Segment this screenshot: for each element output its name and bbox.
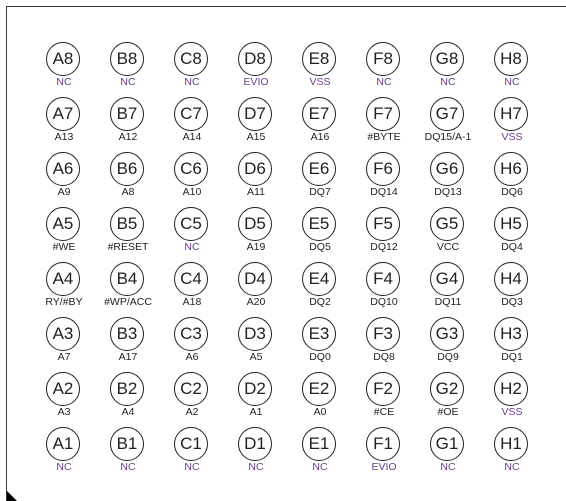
- signal-label: NC: [184, 461, 200, 473]
- ball-cell-h2: [480, 372, 544, 427]
- ball-cell-h4: [480, 262, 544, 317]
- ball-cell-e5: [288, 207, 352, 262]
- ball-label: F2: [366, 372, 400, 406]
- signal-label: VCC: [436, 241, 460, 253]
- ball-label: D7: [238, 97, 272, 131]
- ball-label: G7: [430, 97, 464, 131]
- ball-label: H8: [494, 42, 528, 76]
- ball-cell-h7: [480, 97, 544, 152]
- ball-label: H2: [494, 372, 528, 406]
- ball-cell-a5: [32, 207, 96, 262]
- ball-cell-b4: [96, 262, 160, 317]
- ball-cell-g2: [416, 372, 480, 427]
- ball-label: G3: [430, 317, 464, 351]
- signal-label: DQ3: [501, 296, 523, 308]
- ball-label: E8: [302, 42, 336, 76]
- signal-label: A15: [246, 131, 266, 143]
- signal-label: DQ8: [373, 351, 395, 363]
- ball-cell-c3: [160, 317, 224, 372]
- signal-label: A14: [182, 131, 202, 143]
- ball-cell-d4: [224, 262, 288, 317]
- signal-label: DQ13: [434, 186, 462, 198]
- signal-label: A9: [57, 186, 71, 198]
- ball-cell-c6: [160, 152, 224, 207]
- ball-cell-c1: [160, 427, 224, 482]
- ball-label: B5: [110, 207, 144, 241]
- ball-label: E1: [302, 427, 336, 461]
- ball-label: D2: [238, 372, 272, 406]
- ball-cell-a4: [32, 262, 96, 317]
- ball-label: B8: [110, 42, 144, 76]
- ball-cell-g7: [416, 97, 480, 152]
- ball-label: D6: [238, 152, 272, 186]
- signal-label: A6: [185, 351, 199, 363]
- ball-cell-f8: [352, 42, 416, 97]
- ball-cell-c4: [160, 262, 224, 317]
- signal-label: DQ11: [434, 296, 462, 308]
- signal-label: DQ5: [309, 241, 331, 253]
- ball-label: B7: [110, 97, 144, 131]
- ball-cell-b8: [96, 42, 160, 97]
- signal-label: A10: [182, 186, 202, 198]
- signal-label: NC: [56, 461, 72, 473]
- ball-label: E7: [302, 97, 336, 131]
- ball-label: E6: [302, 152, 336, 186]
- ball-cell-g5: [416, 207, 480, 262]
- signal-label: RY/#BY: [45, 296, 83, 308]
- ball-label: H5: [494, 207, 528, 241]
- signal-label: DQ1: [501, 351, 523, 363]
- signal-label: A5: [249, 351, 263, 363]
- signal-label: NC: [376, 76, 392, 88]
- ball-cell-d2: [224, 372, 288, 427]
- ball-cell-e2: [288, 372, 352, 427]
- ball-label: C2: [174, 372, 208, 406]
- ball-cell-g8: [416, 42, 480, 97]
- signal-label: #BYTE: [367, 131, 401, 143]
- ball-label: A6: [46, 152, 80, 186]
- ball-cell-d8: [224, 42, 288, 97]
- ball-grid: [32, 42, 544, 482]
- ball-cell-c7: [160, 97, 224, 152]
- ball-cell-d1: [224, 427, 288, 482]
- signal-label: DQ7: [309, 186, 331, 198]
- signal-label: A19: [246, 241, 266, 253]
- ball-cell-c8: [160, 42, 224, 97]
- ball-cell-a2: [32, 372, 96, 427]
- signal-label: DQ9: [437, 351, 459, 363]
- ball-cell-b2: [96, 372, 160, 427]
- signal-label: A1: [249, 406, 263, 418]
- signal-label: NC: [120, 461, 136, 473]
- signal-label: A18: [182, 296, 202, 308]
- ball-cell-b6: [96, 152, 160, 207]
- ball-label: H4: [494, 262, 528, 296]
- signal-label: NC: [184, 76, 200, 88]
- signal-label: A20: [246, 296, 266, 308]
- ball-label: C7: [174, 97, 208, 131]
- ball-cell-e4: [288, 262, 352, 317]
- signal-label: DQ15/A-1: [424, 131, 472, 143]
- ball-cell-h6: [480, 152, 544, 207]
- signal-label: EVIO: [371, 461, 397, 473]
- ball-cell-f1: [352, 427, 416, 482]
- ball-cell-c5: [160, 207, 224, 262]
- signal-label: VSS: [501, 406, 523, 418]
- ball-label: F5: [366, 207, 400, 241]
- ball-label: E2: [302, 372, 336, 406]
- signal-label: A11: [247, 186, 265, 198]
- signal-label: #CE: [373, 406, 395, 418]
- ball-label: F4: [366, 262, 400, 296]
- ball-label: G2: [430, 372, 464, 406]
- ball-label: B1: [110, 427, 144, 461]
- ball-label: G5: [430, 207, 464, 241]
- ball-cell-e8: [288, 42, 352, 97]
- signal-label: EVIO: [243, 76, 269, 88]
- ball-cell-f5: [352, 207, 416, 262]
- ball-label: B6: [110, 152, 144, 186]
- ball-label: H3: [494, 317, 528, 351]
- signal-label: A16: [310, 131, 330, 143]
- ball-cell-e3: [288, 317, 352, 372]
- ball-label: D4: [238, 262, 272, 296]
- ball-label: A8: [46, 42, 80, 76]
- ball-cell-d3: [224, 317, 288, 372]
- ball-cell-h1: [480, 427, 544, 482]
- ball-label: D3: [238, 317, 272, 351]
- signal-label: NC: [184, 241, 200, 253]
- ball-label: C6: [174, 152, 208, 186]
- ball-label: C4: [174, 262, 208, 296]
- ball-label: E3: [302, 317, 336, 351]
- ball-label: G6: [430, 152, 464, 186]
- ball-label: A5: [46, 207, 80, 241]
- ball-cell-a3: [32, 317, 96, 372]
- ball-label: B4: [110, 262, 144, 296]
- ball-cell-h3: [480, 317, 544, 372]
- ball-label: D5: [238, 207, 272, 241]
- signal-label: NC: [504, 76, 520, 88]
- signal-label: NC: [120, 76, 136, 88]
- ball-label: H6: [494, 152, 528, 186]
- ball-label: A7: [46, 97, 80, 131]
- ball-cell-d5: [224, 207, 288, 262]
- signal-label: A3: [57, 406, 71, 418]
- ball-cell-c2: [160, 372, 224, 427]
- ball-cell-b1: [96, 427, 160, 482]
- signal-label: A0: [313, 406, 327, 418]
- ball-cell-f6: [352, 152, 416, 207]
- ball-label: B2: [110, 372, 144, 406]
- ball-label: H1: [494, 427, 528, 461]
- ball-label: D1: [238, 427, 272, 461]
- signal-label: DQ2: [309, 296, 331, 308]
- ball-cell-d7: [224, 97, 288, 152]
- signal-label: DQ6: [501, 186, 523, 198]
- signal-label: NC: [56, 76, 72, 88]
- ball-cell-g3: [416, 317, 480, 372]
- ball-cell-g4: [416, 262, 480, 317]
- ball-label: F3: [366, 317, 400, 351]
- ball-cell-d6: [224, 152, 288, 207]
- ball-cell-b7: [96, 97, 160, 152]
- ball-label: A4: [46, 262, 80, 296]
- signal-label: DQ4: [501, 241, 523, 253]
- ball-cell-b5: [96, 207, 160, 262]
- ball-label: C8: [174, 42, 208, 76]
- signal-label: #OE: [437, 406, 459, 418]
- ball-label: G1: [430, 427, 464, 461]
- ball-label: A2: [46, 372, 80, 406]
- signal-label: A12: [118, 131, 138, 143]
- ball-cell-e6: [288, 152, 352, 207]
- signal-label: DQ10: [370, 296, 398, 308]
- signal-label: A17: [118, 351, 138, 363]
- signal-label: NC: [312, 461, 328, 473]
- ball-label: A1: [46, 427, 80, 461]
- ball-label: G4: [430, 262, 464, 296]
- ball-cell-e7: [288, 97, 352, 152]
- ball-label: F6: [366, 152, 400, 186]
- ball-cell-f2: [352, 372, 416, 427]
- ball-cell-a8: [32, 42, 96, 97]
- ball-cell-b3: [96, 317, 160, 372]
- ball-cell-f4: [352, 262, 416, 317]
- signal-label: DQ12: [370, 241, 398, 253]
- ball-label: F8: [366, 42, 400, 76]
- ball-cell-a6: [32, 152, 96, 207]
- signal-label: A8: [121, 186, 135, 198]
- ball-label: H7: [494, 97, 528, 131]
- ball-cell-h5: [480, 207, 544, 262]
- ball-label: G8: [430, 42, 464, 76]
- ball-cell-f7: [352, 97, 416, 152]
- ball-label: B3: [110, 317, 144, 351]
- ball-label: C5: [174, 207, 208, 241]
- ball-label: F7: [366, 97, 400, 131]
- signal-label: DQ14: [370, 186, 398, 198]
- ball-cell-f3: [352, 317, 416, 372]
- ball-label: F1: [366, 427, 400, 461]
- ball-cell-g1: [416, 427, 480, 482]
- signal-label: #WP/ACC: [104, 296, 152, 308]
- ball-label: E5: [302, 207, 336, 241]
- ball-label: E4: [302, 262, 336, 296]
- ball-label: A3: [46, 317, 80, 351]
- ball-label: D8: [238, 42, 272, 76]
- ball-cell-a1: [32, 427, 96, 482]
- signal-label: DQ0: [309, 351, 331, 363]
- ball-cell-h8: [480, 42, 544, 97]
- signal-label: A13: [54, 131, 74, 143]
- signal-label: NC: [504, 461, 520, 473]
- ball-cell-e1: [288, 427, 352, 482]
- signal-label: A4: [121, 406, 135, 418]
- signal-label: #WE: [52, 241, 76, 253]
- signal-label: NC: [440, 461, 456, 473]
- corner-marker: [7, 491, 17, 501]
- ball-label: C3: [174, 317, 208, 351]
- signal-label: VSS: [501, 131, 523, 143]
- signal-label: #RESET: [107, 241, 149, 253]
- ball-cell-a7: [32, 97, 96, 152]
- signal-label: A7: [57, 351, 71, 363]
- ball-label: C1: [174, 427, 208, 461]
- signal-label: VSS: [309, 76, 331, 88]
- ball-cell-g6: [416, 152, 480, 207]
- signal-label: A2: [185, 406, 199, 418]
- signal-label: NC: [248, 461, 264, 473]
- signal-label: NC: [440, 76, 456, 88]
